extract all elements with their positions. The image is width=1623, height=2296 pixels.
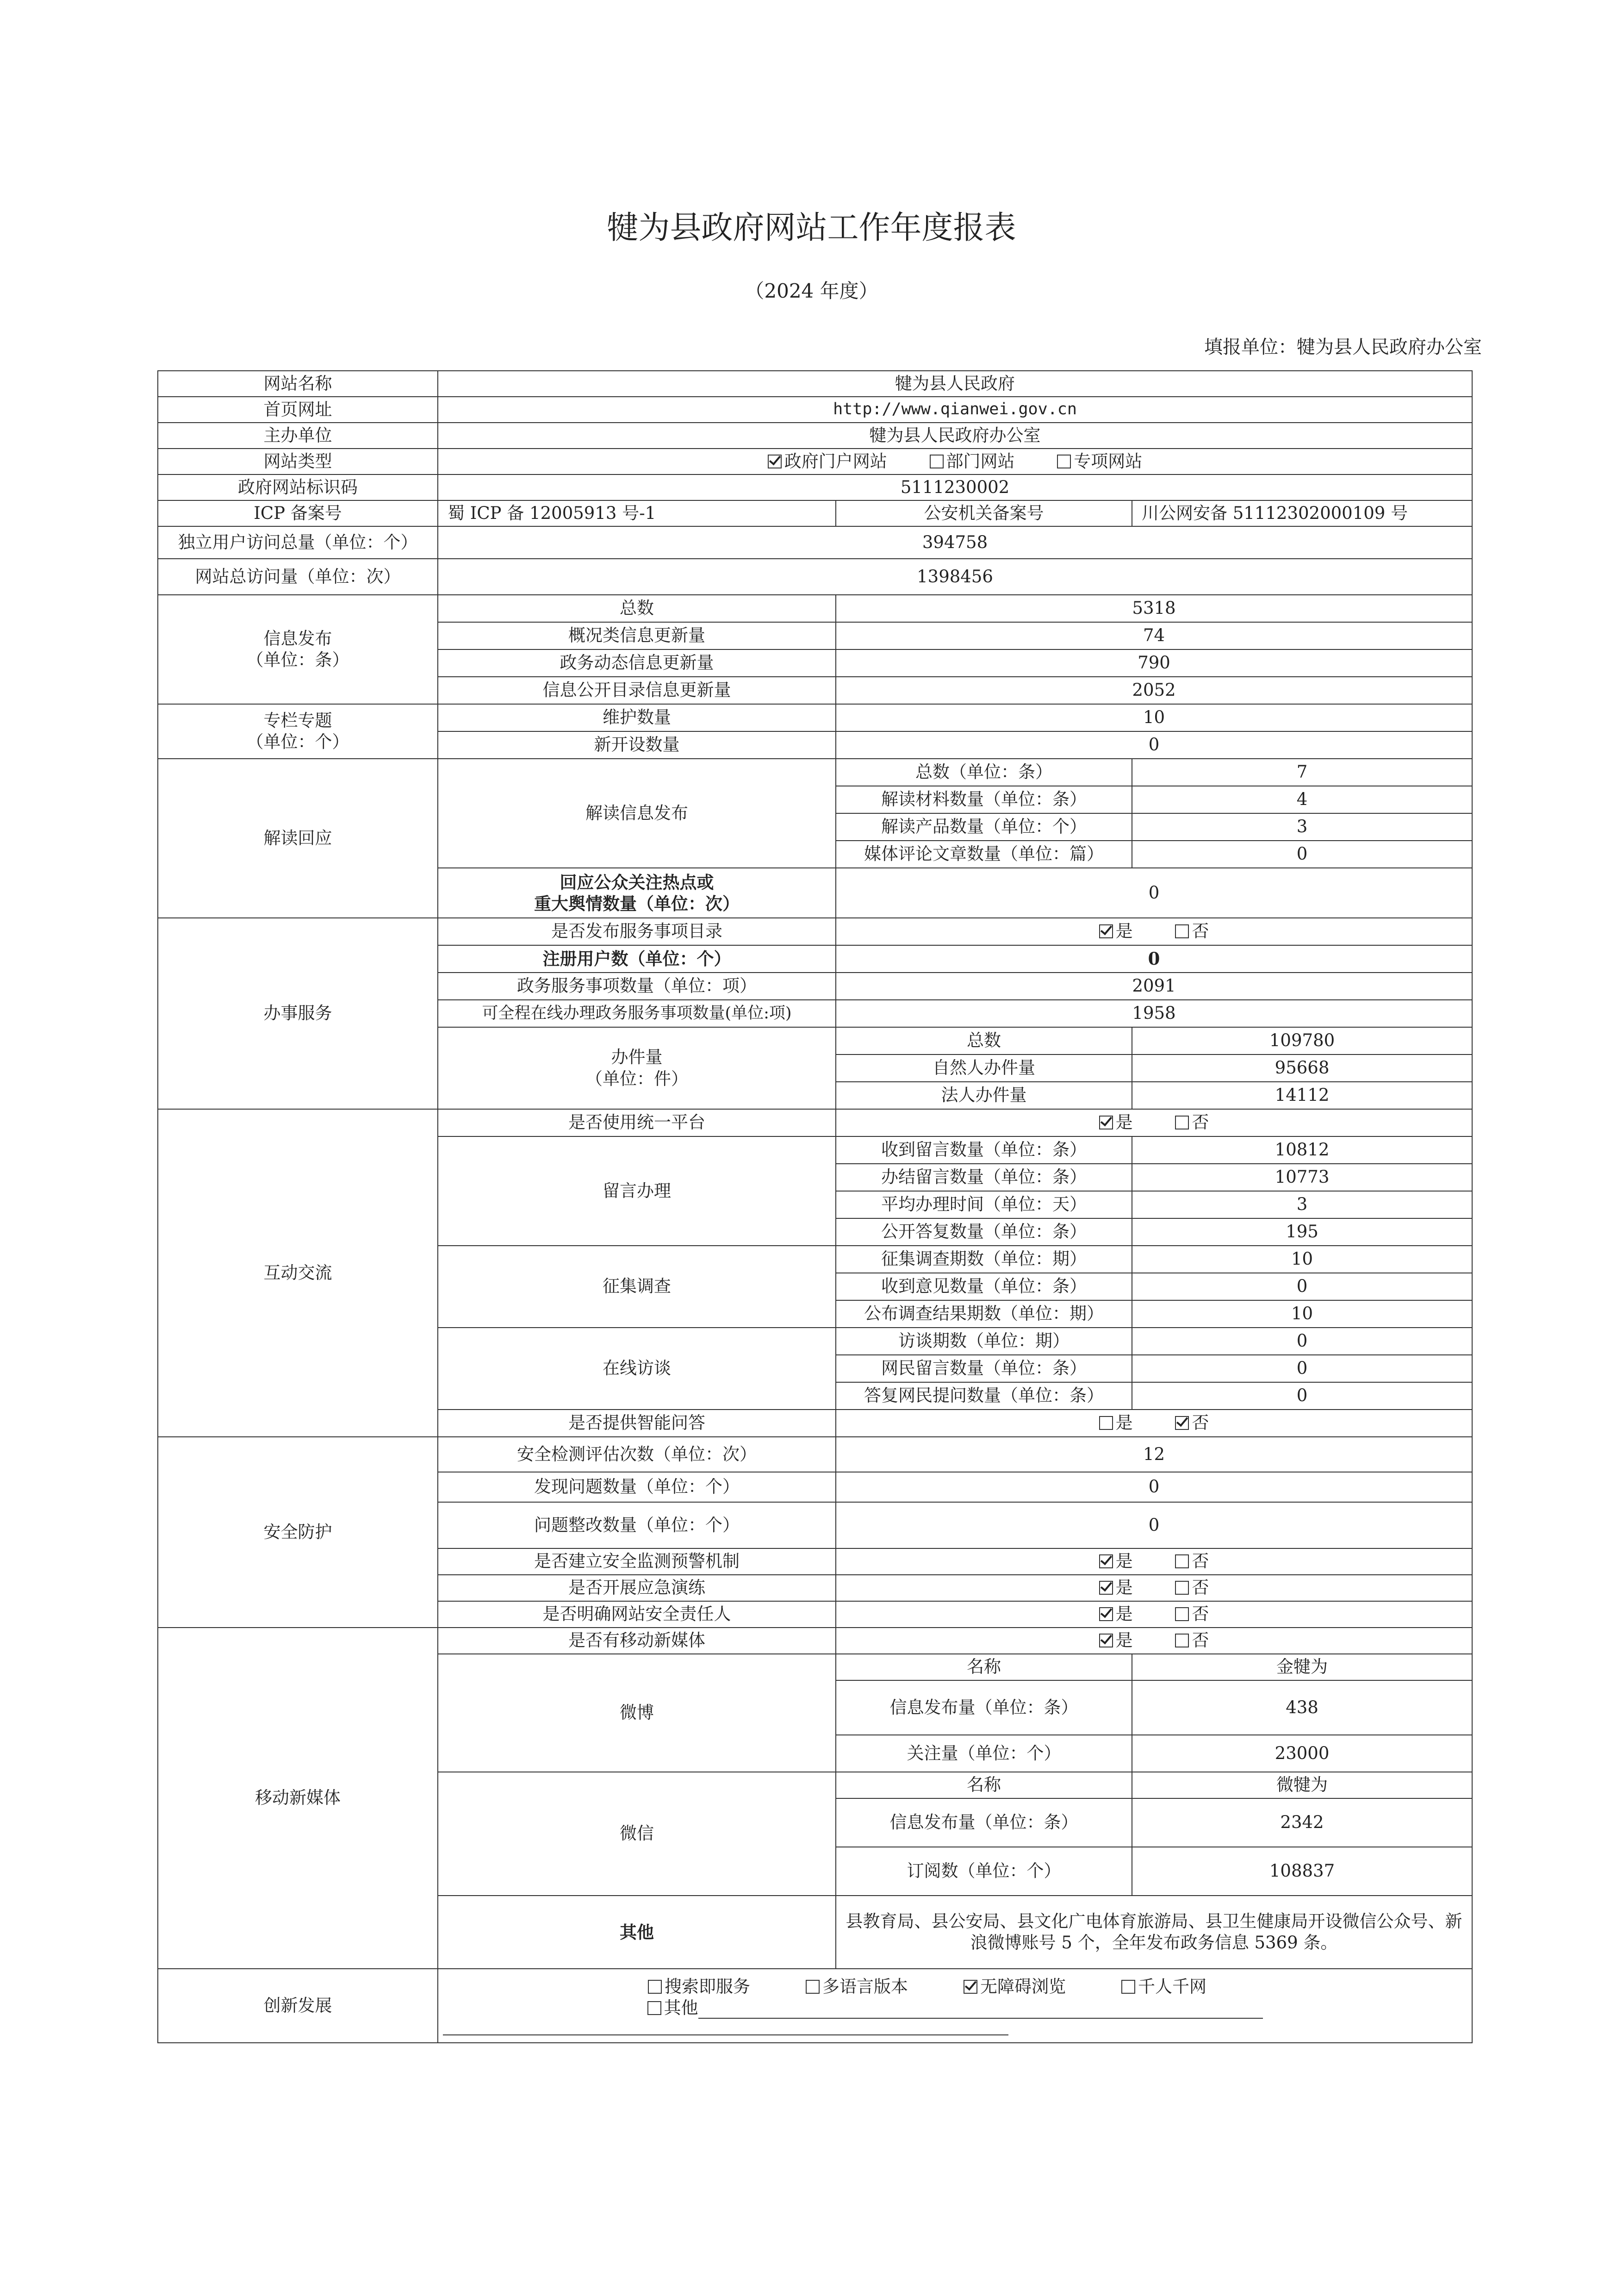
row-label: 是否明确网站安全责任人 xyxy=(438,1601,836,1628)
row-label: 信息发布量（单位：条） xyxy=(836,1798,1132,1847)
row-value: 10 xyxy=(1132,1246,1472,1273)
yes-no-options xyxy=(836,1575,1472,1601)
yes-no-options xyxy=(836,1410,1472,1437)
row-value: 12 xyxy=(836,1437,1472,1472)
cases-label: 办件量 （单位：件） xyxy=(438,1027,836,1109)
table-row xyxy=(158,1969,1472,2043)
row-label: 新开设数量 xyxy=(438,731,836,759)
row-value: 2052 xyxy=(836,677,1472,704)
row-value: 微犍为 xyxy=(1132,1772,1472,1798)
row-label: 总数（单位：条） xyxy=(836,759,1132,786)
row-label: 安全检测评估次数（单位：次） xyxy=(438,1437,836,1472)
filling-unit: 填报单位：犍为县人民政府办公室 xyxy=(1204,337,1482,358)
other-input-line-2[interactable] xyxy=(443,2021,1008,2035)
checkbox-checked-icon[interactable] xyxy=(1099,1634,1113,1647)
option-no[interactable]: 否 xyxy=(1175,921,1209,942)
row-value: 0 xyxy=(1132,1355,1472,1382)
innovation-options xyxy=(438,1969,1472,2043)
row-label: 政务动态信息更新量 xyxy=(438,649,836,677)
response-label: 回应公众关注热点或 重大舆情数量（单位：次） xyxy=(438,868,836,918)
row-value: 10 xyxy=(1132,1300,1472,1328)
row-label: 自然人办件量 xyxy=(836,1054,1132,1082)
section-interaction: 互动交流 xyxy=(158,1109,438,1437)
row-label: 订阅数（单位：个） xyxy=(836,1847,1132,1896)
yes-no-options xyxy=(836,1109,1472,1136)
row-value: 10812 xyxy=(1132,1136,1472,1164)
row-value: 犍为县人民政府 xyxy=(438,371,1472,397)
row-value: 4 xyxy=(1132,786,1472,813)
row-value: 3 xyxy=(1132,813,1472,841)
row-value: 2091 xyxy=(836,973,1472,1000)
checkbox-checked-icon[interactable] xyxy=(964,1980,977,1994)
row-label: 首页网址 xyxy=(158,397,438,423)
row-label: 是否有移动新媒体 xyxy=(438,1628,836,1654)
option-department[interactable] xyxy=(930,451,1015,472)
row-value: 0 xyxy=(836,868,1472,918)
checkbox-checked-icon[interactable] xyxy=(1099,1581,1113,1595)
option-no[interactable]: 否 xyxy=(1175,1551,1209,1572)
checkbox-icon[interactable] xyxy=(806,1980,820,1994)
row-value: 7 xyxy=(1132,759,1472,786)
checkbox-icon[interactable] xyxy=(648,1980,662,1994)
option-no[interactable]: 否 xyxy=(1175,1630,1209,1651)
checkbox-icon[interactable] xyxy=(1175,1554,1189,1568)
row-label: ICP 备案号 xyxy=(158,500,438,526)
row-label: 信息公开目录信息更新量 xyxy=(438,677,836,704)
row-value: 14112 xyxy=(1132,1082,1472,1109)
row-label: 维护数量 xyxy=(438,704,836,731)
row-value: 0 xyxy=(1132,841,1472,868)
row-label: 是否发布服务事项目录 xyxy=(438,918,836,945)
sub-label: 其他 xyxy=(438,1896,836,1969)
option-no[interactable]: 否 xyxy=(1175,1412,1209,1434)
option-yes[interactable]: 是 xyxy=(1099,1112,1133,1133)
checkbox-checked-icon[interactable] xyxy=(1175,1416,1189,1430)
row-label: 主办单位 xyxy=(158,423,438,449)
row-label: 征集调查期数（单位：期） xyxy=(836,1246,1132,1273)
row-value: 1398456 xyxy=(438,559,1472,595)
row-label: 网民留言数量（单位：条） xyxy=(836,1355,1132,1382)
row-label: 独立用户访问总量（单位：个） xyxy=(158,526,438,559)
option-personalized[interactable]: 千人千网 xyxy=(1121,1976,1206,1997)
row-value: 108837 xyxy=(1132,1847,1472,1896)
table-row xyxy=(158,1437,1472,1472)
row-label: 概况类信息更新量 xyxy=(438,622,836,649)
yes-no-options xyxy=(836,1628,1472,1654)
table-row xyxy=(158,474,1472,500)
row-value: 2342 xyxy=(1132,1798,1472,1847)
sub-label: 解读信息发布 xyxy=(438,759,836,868)
row-label: 公安机关备案号 xyxy=(836,500,1132,526)
row-value: 3 xyxy=(1132,1191,1472,1218)
report-year: （2024 年度） xyxy=(745,280,878,302)
row-label: 是否使用统一平台 xyxy=(438,1109,836,1136)
website-type-options xyxy=(438,449,1472,474)
option-yes[interactable]: 是 xyxy=(1099,1630,1133,1651)
yes-no-options xyxy=(836,1548,1472,1575)
section-media: 移动新媒体 xyxy=(158,1628,438,1969)
option-portal[interactable] xyxy=(768,451,887,472)
option-multilingual[interactable]: 多语言版本 xyxy=(806,1976,908,1997)
row-value: 0 xyxy=(1132,1382,1472,1410)
table-row xyxy=(158,423,1472,449)
option-no[interactable]: 否 xyxy=(1175,1112,1209,1133)
row-label: 政府网站标识码 xyxy=(158,474,438,500)
option-search-service[interactable]: 搜索即服务 xyxy=(648,1976,750,1997)
option-no[interactable]: 否 xyxy=(1175,1603,1209,1625)
row-label: 总数 xyxy=(836,1027,1132,1054)
row-label: 网站名称 xyxy=(158,371,438,397)
table-row xyxy=(158,397,1472,423)
report-table xyxy=(157,370,1473,2043)
table-row xyxy=(158,371,1472,397)
other-input-line[interactable] xyxy=(698,2002,1263,2019)
option-label: 部门网站 xyxy=(946,451,1015,471)
table-row xyxy=(158,449,1472,474)
row-label: 发现问题数量（单位：个） xyxy=(438,1472,836,1502)
row-value: 10 xyxy=(836,704,1472,731)
option-no[interactable]: 否 xyxy=(1175,1577,1209,1598)
option-yes[interactable]: 是 xyxy=(1099,1603,1133,1625)
table-row xyxy=(158,526,1472,559)
option-accessibility[interactable]: 无障碍浏览 xyxy=(964,1976,1066,1997)
row-label: 可全程在线办理政务服务事项数量(单位:项) xyxy=(438,1000,836,1027)
checkbox-icon[interactable] xyxy=(1175,1607,1189,1621)
checkbox-icon[interactable] xyxy=(1099,1416,1113,1430)
table-row xyxy=(158,559,1472,595)
section-service: 办事服务 xyxy=(158,918,438,1109)
row-value: 95668 xyxy=(1132,1054,1472,1082)
row-value: 蜀 ICP 备 12005913 号-1 xyxy=(438,500,836,526)
row-value: 0 xyxy=(836,1502,1472,1548)
row-value: 0 xyxy=(836,731,1472,759)
row-label: 关注量（单位：个） xyxy=(836,1735,1132,1772)
row-value: 790 xyxy=(836,649,1472,677)
section-interpret: 解读回应 xyxy=(158,759,438,918)
checkbox-checked-icon[interactable] xyxy=(768,455,782,468)
row-label: 解读产品数量（单位：个） xyxy=(836,813,1132,841)
section-security: 安全防护 xyxy=(158,1437,438,1628)
row-label: 公布调查结果期数（单位：期） xyxy=(836,1300,1132,1328)
table-row xyxy=(158,1109,1472,1136)
row-label: 网站总访问量（单位：次） xyxy=(158,559,438,595)
yes-no-options xyxy=(836,1601,1472,1628)
checkbox-icon[interactable] xyxy=(1175,924,1189,938)
section-innovation: 创新发展 xyxy=(158,1969,438,2043)
option-other[interactable]: 其他 xyxy=(647,1998,698,2018)
row-value: 1958 xyxy=(836,1000,1472,1027)
section-info: 信息发布 （单位：条） xyxy=(158,595,438,704)
row-label: 总数 xyxy=(438,595,836,622)
row-label: 法人办件量 xyxy=(836,1082,1132,1109)
row-value: 0 xyxy=(836,1472,1472,1502)
row-label: 收到意见数量（单位：条） xyxy=(836,1273,1132,1300)
sub-label: 留言办理 xyxy=(438,1136,836,1246)
section-column: 专栏专题 （单位：个） xyxy=(158,704,438,759)
checkbox-icon[interactable] xyxy=(1175,1634,1189,1647)
row-label: 答复网民提问数量（单位：条） xyxy=(836,1382,1132,1410)
checkbox-icon[interactable] xyxy=(647,2001,661,2015)
option-yes[interactable]: 是 xyxy=(1099,1577,1133,1598)
checkbox-icon[interactable] xyxy=(1057,455,1071,468)
checkbox-checked-icon[interactable] xyxy=(1099,1554,1113,1568)
row-value: 23000 xyxy=(1132,1735,1472,1772)
option-yes[interactable]: 是 xyxy=(1099,1551,1133,1572)
option-yes[interactable]: 是 xyxy=(1099,1412,1133,1434)
table-row xyxy=(158,704,1472,731)
sub-label: 征集调查 xyxy=(438,1246,836,1328)
sub-label: 在线访谈 xyxy=(438,1328,836,1410)
row-value: 394758 xyxy=(438,526,1472,559)
row-value: 109780 xyxy=(1132,1027,1472,1054)
row-label: 解读材料数量（单位：条） xyxy=(836,786,1132,813)
option-special[interactable] xyxy=(1057,451,1142,472)
table-row xyxy=(158,1628,1472,1654)
checkbox-icon[interactable] xyxy=(1121,1980,1135,1994)
row-label: 是否开展应急演练 xyxy=(438,1575,836,1601)
checkbox-checked-icon[interactable] xyxy=(1099,1607,1113,1621)
row-label: 问题整改数量（单位：个） xyxy=(438,1502,836,1548)
row-label: 办结留言数量（单位：条） xyxy=(836,1164,1132,1191)
table-row xyxy=(158,500,1472,526)
checkbox-icon[interactable] xyxy=(930,455,944,468)
row-value: 犍为县人民政府办公室 xyxy=(438,423,1472,449)
row-value: 0 xyxy=(1132,1328,1472,1355)
table-row xyxy=(158,759,1472,786)
table-row xyxy=(158,918,1472,945)
row-value: 195 xyxy=(1132,1218,1472,1246)
row-label: 名称 xyxy=(836,1772,1132,1798)
row-value: 5111230002 xyxy=(438,474,1472,500)
row-label: 媒体评论文章数量（单位：篇） xyxy=(836,841,1132,868)
row-value: http://www.qianwei.gov.cn xyxy=(438,397,1472,423)
row-label: 名称 xyxy=(836,1654,1132,1680)
row-value: 438 xyxy=(1132,1680,1472,1735)
row-label: 是否建立安全监测预警机制 xyxy=(438,1548,836,1575)
row-value: 0 xyxy=(1132,1273,1472,1300)
other-media-description: 县教育局、县公安局、县文化广电体育旅游局、县卫生健康局开设微信公众号、新浪微博账号 5 个，全年发布政务信息 5369 条。 xyxy=(836,1896,1472,1969)
option-label: 专项网站 xyxy=(1074,451,1143,471)
row-label: 公开答复数量（单位：条） xyxy=(836,1218,1132,1246)
sub-label: 微博 xyxy=(438,1654,836,1772)
row-value: 5318 xyxy=(836,595,1472,622)
checkbox-checked-icon[interactable] xyxy=(1099,924,1113,938)
row-value: 金犍为 xyxy=(1132,1654,1472,1680)
table-row xyxy=(158,595,1472,622)
row-label: 网站类型 xyxy=(158,449,438,474)
row-label: 是否提供智能问答 xyxy=(438,1410,836,1437)
sub-label: 微信 xyxy=(438,1772,836,1896)
row-label: 访谈期数（单位：期） xyxy=(836,1328,1132,1355)
row-value: 0 xyxy=(836,945,1472,973)
row-value: 10773 xyxy=(1132,1164,1472,1191)
yes-no-options xyxy=(836,918,1472,945)
checkbox-checked-icon[interactable] xyxy=(1099,1116,1113,1129)
option-yes[interactable]: 是 xyxy=(1099,921,1133,942)
checkbox-icon[interactable] xyxy=(1175,1581,1189,1595)
row-value: 川公网安备 51112302000109 号 xyxy=(1132,500,1472,526)
row-label: 平均办理时间（单位：天） xyxy=(836,1191,1132,1218)
row-label: 收到留言数量（单位：条） xyxy=(836,1136,1132,1164)
checkbox-icon[interactable] xyxy=(1175,1116,1189,1129)
option-label: 政府门户网站 xyxy=(784,451,887,471)
row-value: 74 xyxy=(836,622,1472,649)
row-label: 政务服务事项数量（单位：项） xyxy=(438,973,836,1000)
row-label: 信息发布量（单位：条） xyxy=(836,1680,1132,1735)
row-label: 注册用户数（单位：个） xyxy=(438,945,836,973)
page-title: 犍为县政府网站工作年度报表 xyxy=(607,210,1016,246)
